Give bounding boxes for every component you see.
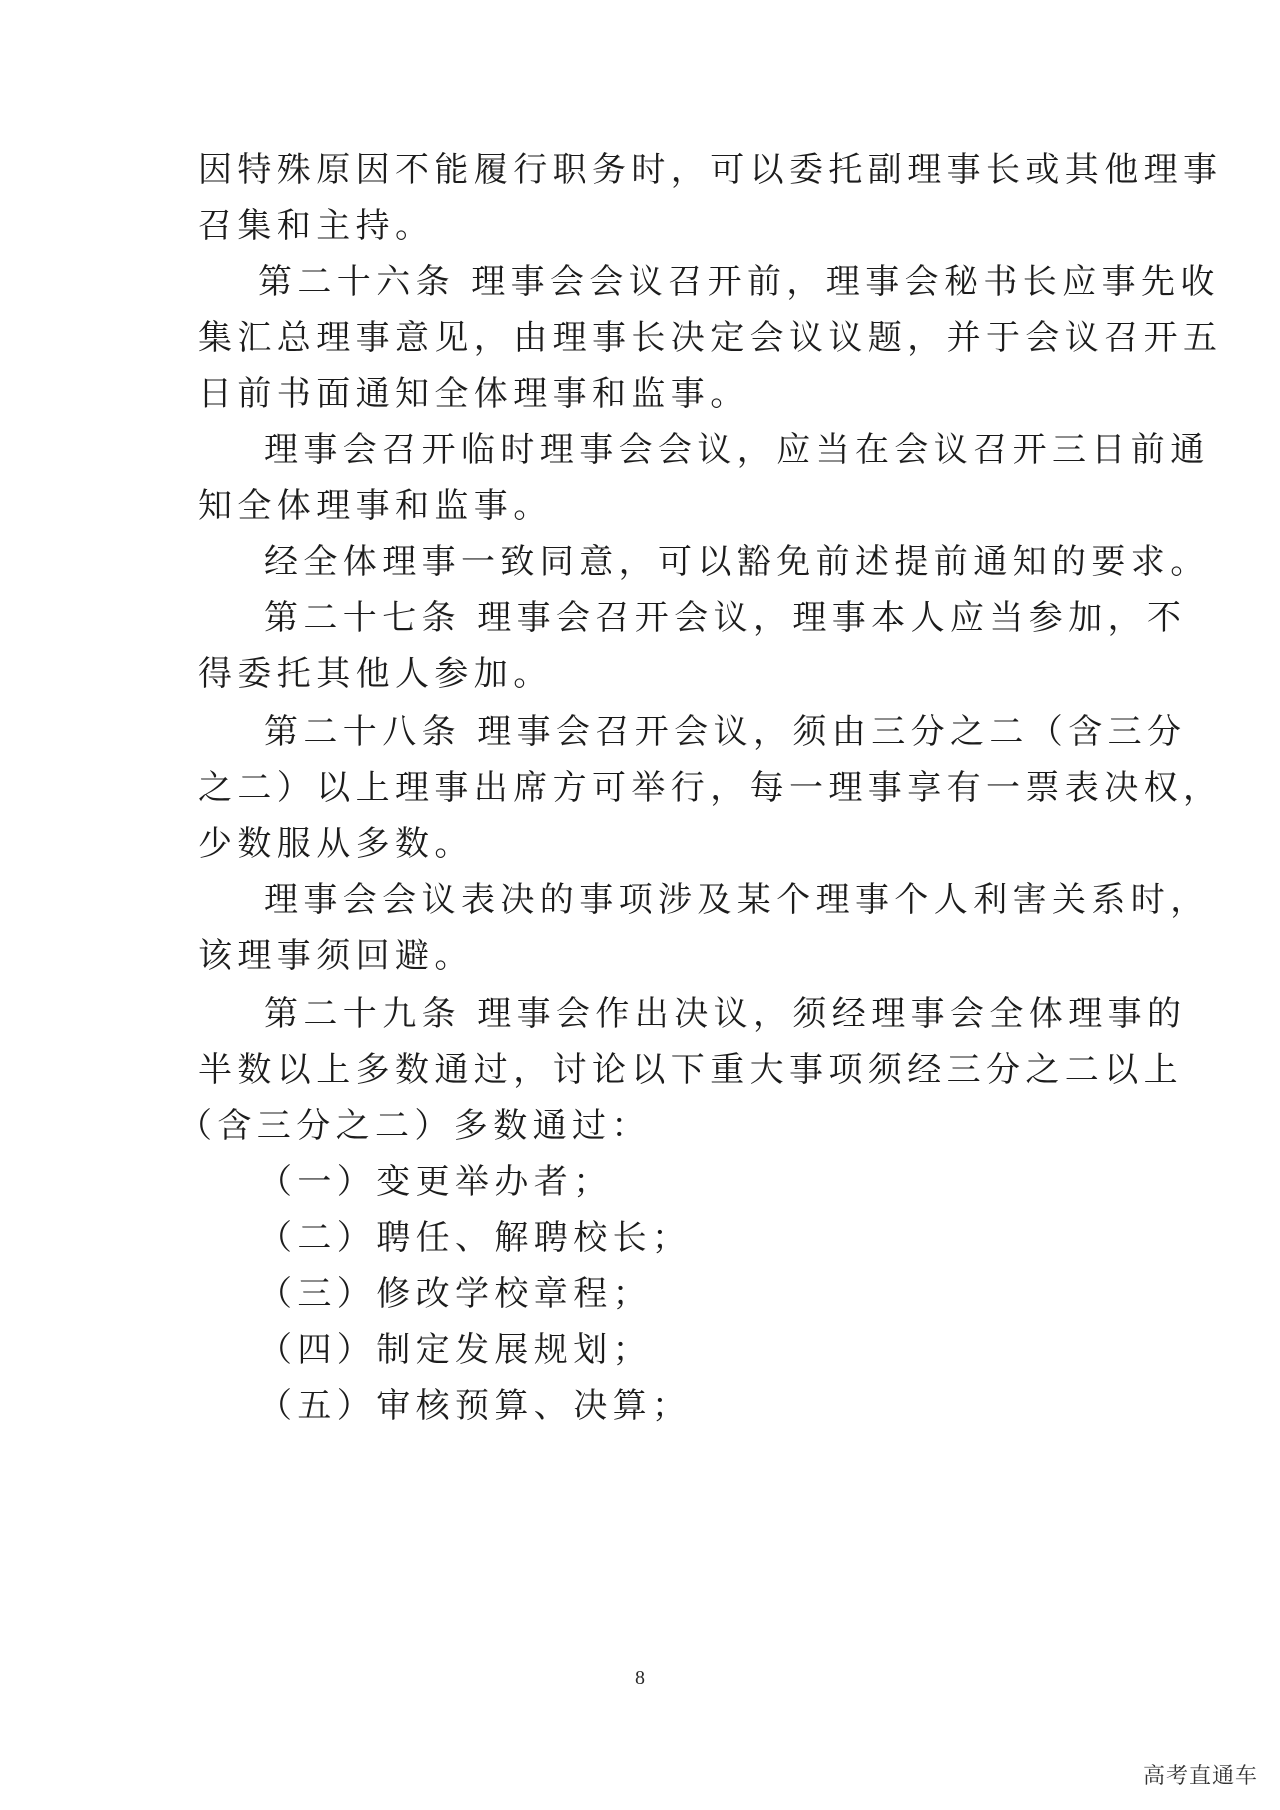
text-line: 得委托其他人参加。 [198, 654, 553, 694]
text-line: 之二）以上理事出席方可举行，每一理事享有一票表决权， [198, 768, 1223, 808]
text-line: （五）审核预算、决算； [258, 1386, 692, 1426]
text-line: 知全体理事和监事。 [198, 486, 553, 526]
text-line: （四）制定发展规划； [258, 1330, 652, 1370]
text-line: 第二十八条 理事会召开会议，须由三分之二（含三分 [264, 712, 1187, 752]
text-line: （三）修改学校章程； [258, 1274, 652, 1314]
text-line: 半数以上多数通过，讨论以下重大事项须经三分之二以上 [198, 1050, 1183, 1090]
text-line: （二）聘任、解聘校长； [258, 1218, 692, 1258]
text-line: 理事会召开临时理事会会议，应当在会议召开三日前通 [264, 430, 1210, 470]
text-line: 该理事须回避。 [198, 936, 474, 976]
text-line: 集汇总理事意见，由理事长决定会议议题，并于会议召开五 [198, 318, 1223, 358]
text-line: 日前书面通知全体理事和监事。 [198, 374, 750, 414]
text-line: 第二十九条 理事会作出决议，须经理事会全体理事的 [264, 994, 1187, 1034]
text-line: 少数服从多数。 [198, 824, 474, 864]
text-line: （一）变更举办者； [258, 1162, 613, 1202]
watermark-logo: 高考直通车 [1142, 1764, 1258, 1789]
text-line: 经全体理事一致同意，可以豁免前述提前通知的要求。 [264, 542, 1210, 582]
text-line: 因特殊原因不能履行职务时，可以委托副理事长或其他理事 [198, 150, 1223, 190]
text-line: （含三分之二）多数通过： [178, 1106, 651, 1146]
page-number: 8 [635, 1667, 645, 1689]
text-line: 理事会会议表决的事项涉及某个理事个人利害关系时， [264, 880, 1210, 920]
text-line: 第二十七条 理事会召开会议，理事本人应当参加，不 [264, 598, 1187, 638]
text-line: 第二十六条 理事会会议召开前，理事会秘书长应事先收 [258, 262, 1220, 302]
text-line: 召集和主持。 [198, 206, 435, 246]
